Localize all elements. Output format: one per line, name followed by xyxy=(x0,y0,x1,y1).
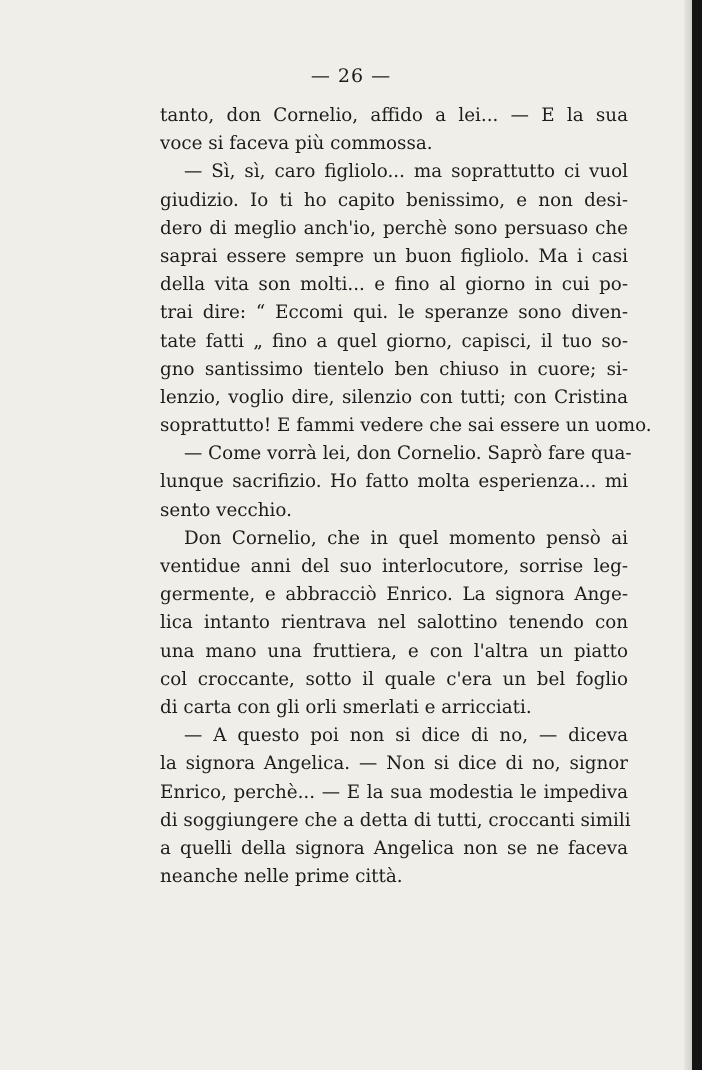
text-line: col croccante, sotto il quale c'era un bel foglio xyxy=(160,668,628,690)
book-binding-edge xyxy=(692,0,702,1070)
text-line: lenzio, voglio dire, silenzio con tutti; con Cristina xyxy=(160,386,628,408)
text-line: la signora Angelica. — Non si dice di no, signor xyxy=(160,753,628,775)
text-line: tanto, don Cornelio, affido a lei... — E la sua xyxy=(160,105,628,126)
text-line: una mano una fruttiera, e con l'altra un piatto xyxy=(160,640,628,662)
text-line: neanche nelle prime città. xyxy=(160,866,403,888)
text-line: Enrico, perchè... — E la sua modestia le impediva xyxy=(160,781,628,803)
text-line: germente, e abbracciò Enrico. La signora Ange- xyxy=(160,584,628,606)
page-edge-shadow xyxy=(684,0,692,1070)
text-line: — A questo poi non si dice di no, — diceva xyxy=(184,725,628,747)
text-line: a quelli della signora Angelica non se ne faceva xyxy=(160,837,628,859)
text-line: — Come vorrà lei, don Cornelio. Saprò fare qua- xyxy=(184,443,632,465)
text-line: lunque sacrifizio. Ho fatto molta esperienza... mi xyxy=(160,471,628,493)
body-text xyxy=(160,102,652,891)
text-line: di carta con gli orli smerlati e arricciati. xyxy=(160,696,532,718)
text-line: gno santissimo tientelo ben chiuso in cuore; si- xyxy=(160,358,628,380)
page-number: — 26 — xyxy=(310,65,392,87)
text-line: della vita son molti... e fino al giorno in cui po- xyxy=(160,274,628,296)
text-line: Don Cornelio, che in quel momento pensò ai xyxy=(184,527,628,549)
text-line: di soggiungere che a detta di tutti, croccanti simili xyxy=(160,809,631,831)
text-line: tate fatti „ fino a quel giorno, capisci, il tuo so- xyxy=(160,330,628,352)
text-line: giudizio. Io ti ho capito benissimo, e non desi- xyxy=(160,189,628,211)
text-line: lica intanto rientrava nel salottino tenendo con xyxy=(160,612,628,634)
text-line: voce si faceva più commossa. xyxy=(160,133,433,155)
text-line: soprattutto! E fammi vedere che sai essere un uomo. xyxy=(160,415,652,437)
text-line: sento vecchio. xyxy=(160,499,292,521)
text-line: saprai essere sempre un buon figliolo. Ma i casi xyxy=(160,245,628,267)
text-line: trai dire: “ Eccomi qui. le speranze sono diven- xyxy=(160,302,628,324)
text-line: — Sì, sì, caro figliolo... ma soprattutto ci vuol xyxy=(184,161,628,183)
text-line: ventidue anni del suo interlocutore, sorrise leg- xyxy=(160,556,628,577)
text-line: dero di meglio anch'io, perchè sono persuaso che xyxy=(160,217,628,239)
